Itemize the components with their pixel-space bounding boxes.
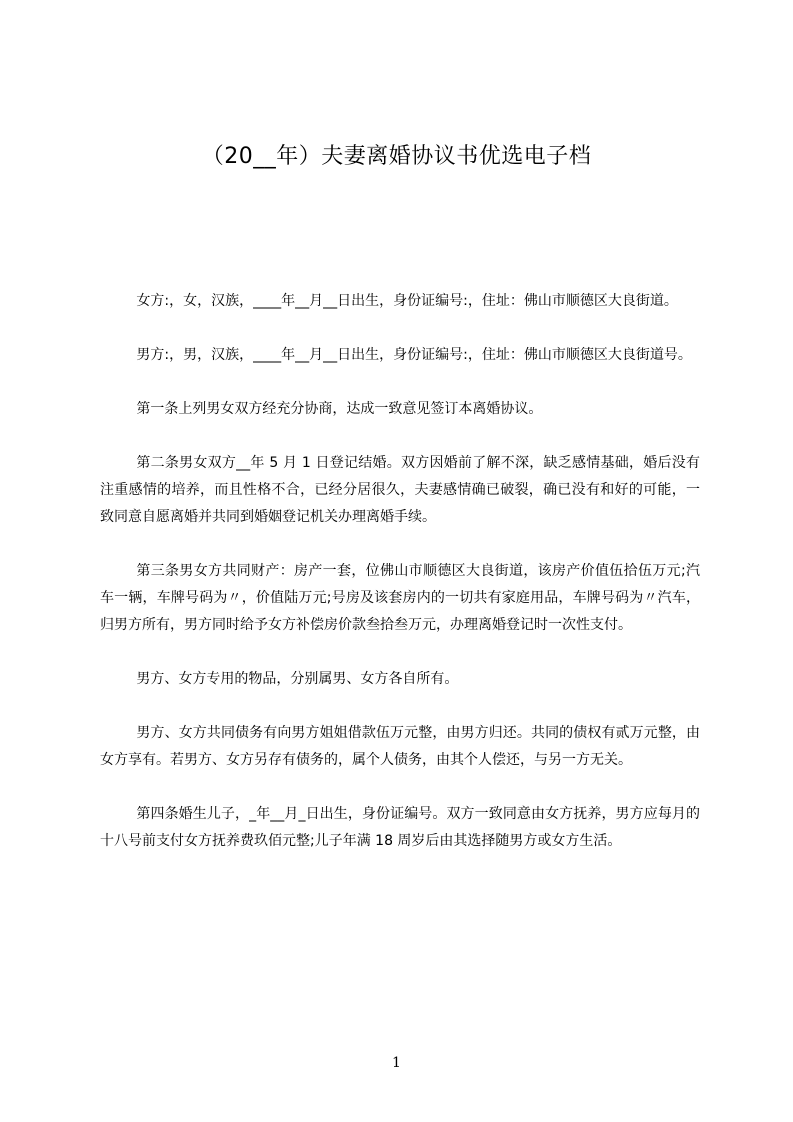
paragraph-male-party: 男方:，男，汉族，____年__月__日出生，身份证编号:，住址：佛山市顺德区大良街道号。: [136, 347, 692, 363]
paragraph-personal-items: 男方、女方专用的物品，分别属男、女方各自所有。: [136, 671, 459, 687]
paragraph-debts: 男方、女方共同债务有向男方姐姐借款伍万元整，由男方归还。共同的债权有贰万元整，由女方享有。若男方、女方另存有债务的，属个人债务，由其个人偿还，与另一方无关。: [100, 725, 700, 768]
paragraph-article-2: 第二条男女双方__年 5 月 1 日登记结婚。双方因婚前了解不深，缺乏感情基础，婚后没有注重感情的培养，而且性格不合，已经分居很久，夫妻感情确已破裂，确已没有和好的可能，一致同意自愿离婚并共同到婚姻登记机关办理离婚手续。: [100, 455, 700, 525]
document-title: （20__年）夫妻离婚协议书优选电子档: [201, 144, 592, 169]
page-number: 1: [392, 1055, 401, 1071]
paragraph-female-party: 女方:，女，汉族，____年__月__日出生，身份证编号:，住址：佛山市顺德区大良街道。: [136, 293, 678, 309]
paragraph-article-3: 第三条男女方共同财产：房产一套，位佛山市顺德区大良街道，该房产价值伍拾伍万元;汽车一辆，车牌号码为〃，价值陆万元;号房及该套房内的一切共有家庭用品，车牌号码为〃汽车，归男方所有，男方同时给予女方补偿房价款叁拾叁万元，办理离婚登记时一次性支付。: [100, 563, 700, 633]
document-body: [100, 288, 700, 882]
paragraph-article-4: 第四条婚生儿子，_年__月_日出生，身份证编号。双方一致同意由女方抚养，男方应每月的十八号前支付女方抚养费玖佰元整;儿子年满 18 周岁后由其选择随男方或女方生活。: [100, 806, 700, 849]
paragraph-article-1: 第一条上列男女双方经充分协商，达成一致意见签订本离婚协议。: [136, 401, 543, 417]
